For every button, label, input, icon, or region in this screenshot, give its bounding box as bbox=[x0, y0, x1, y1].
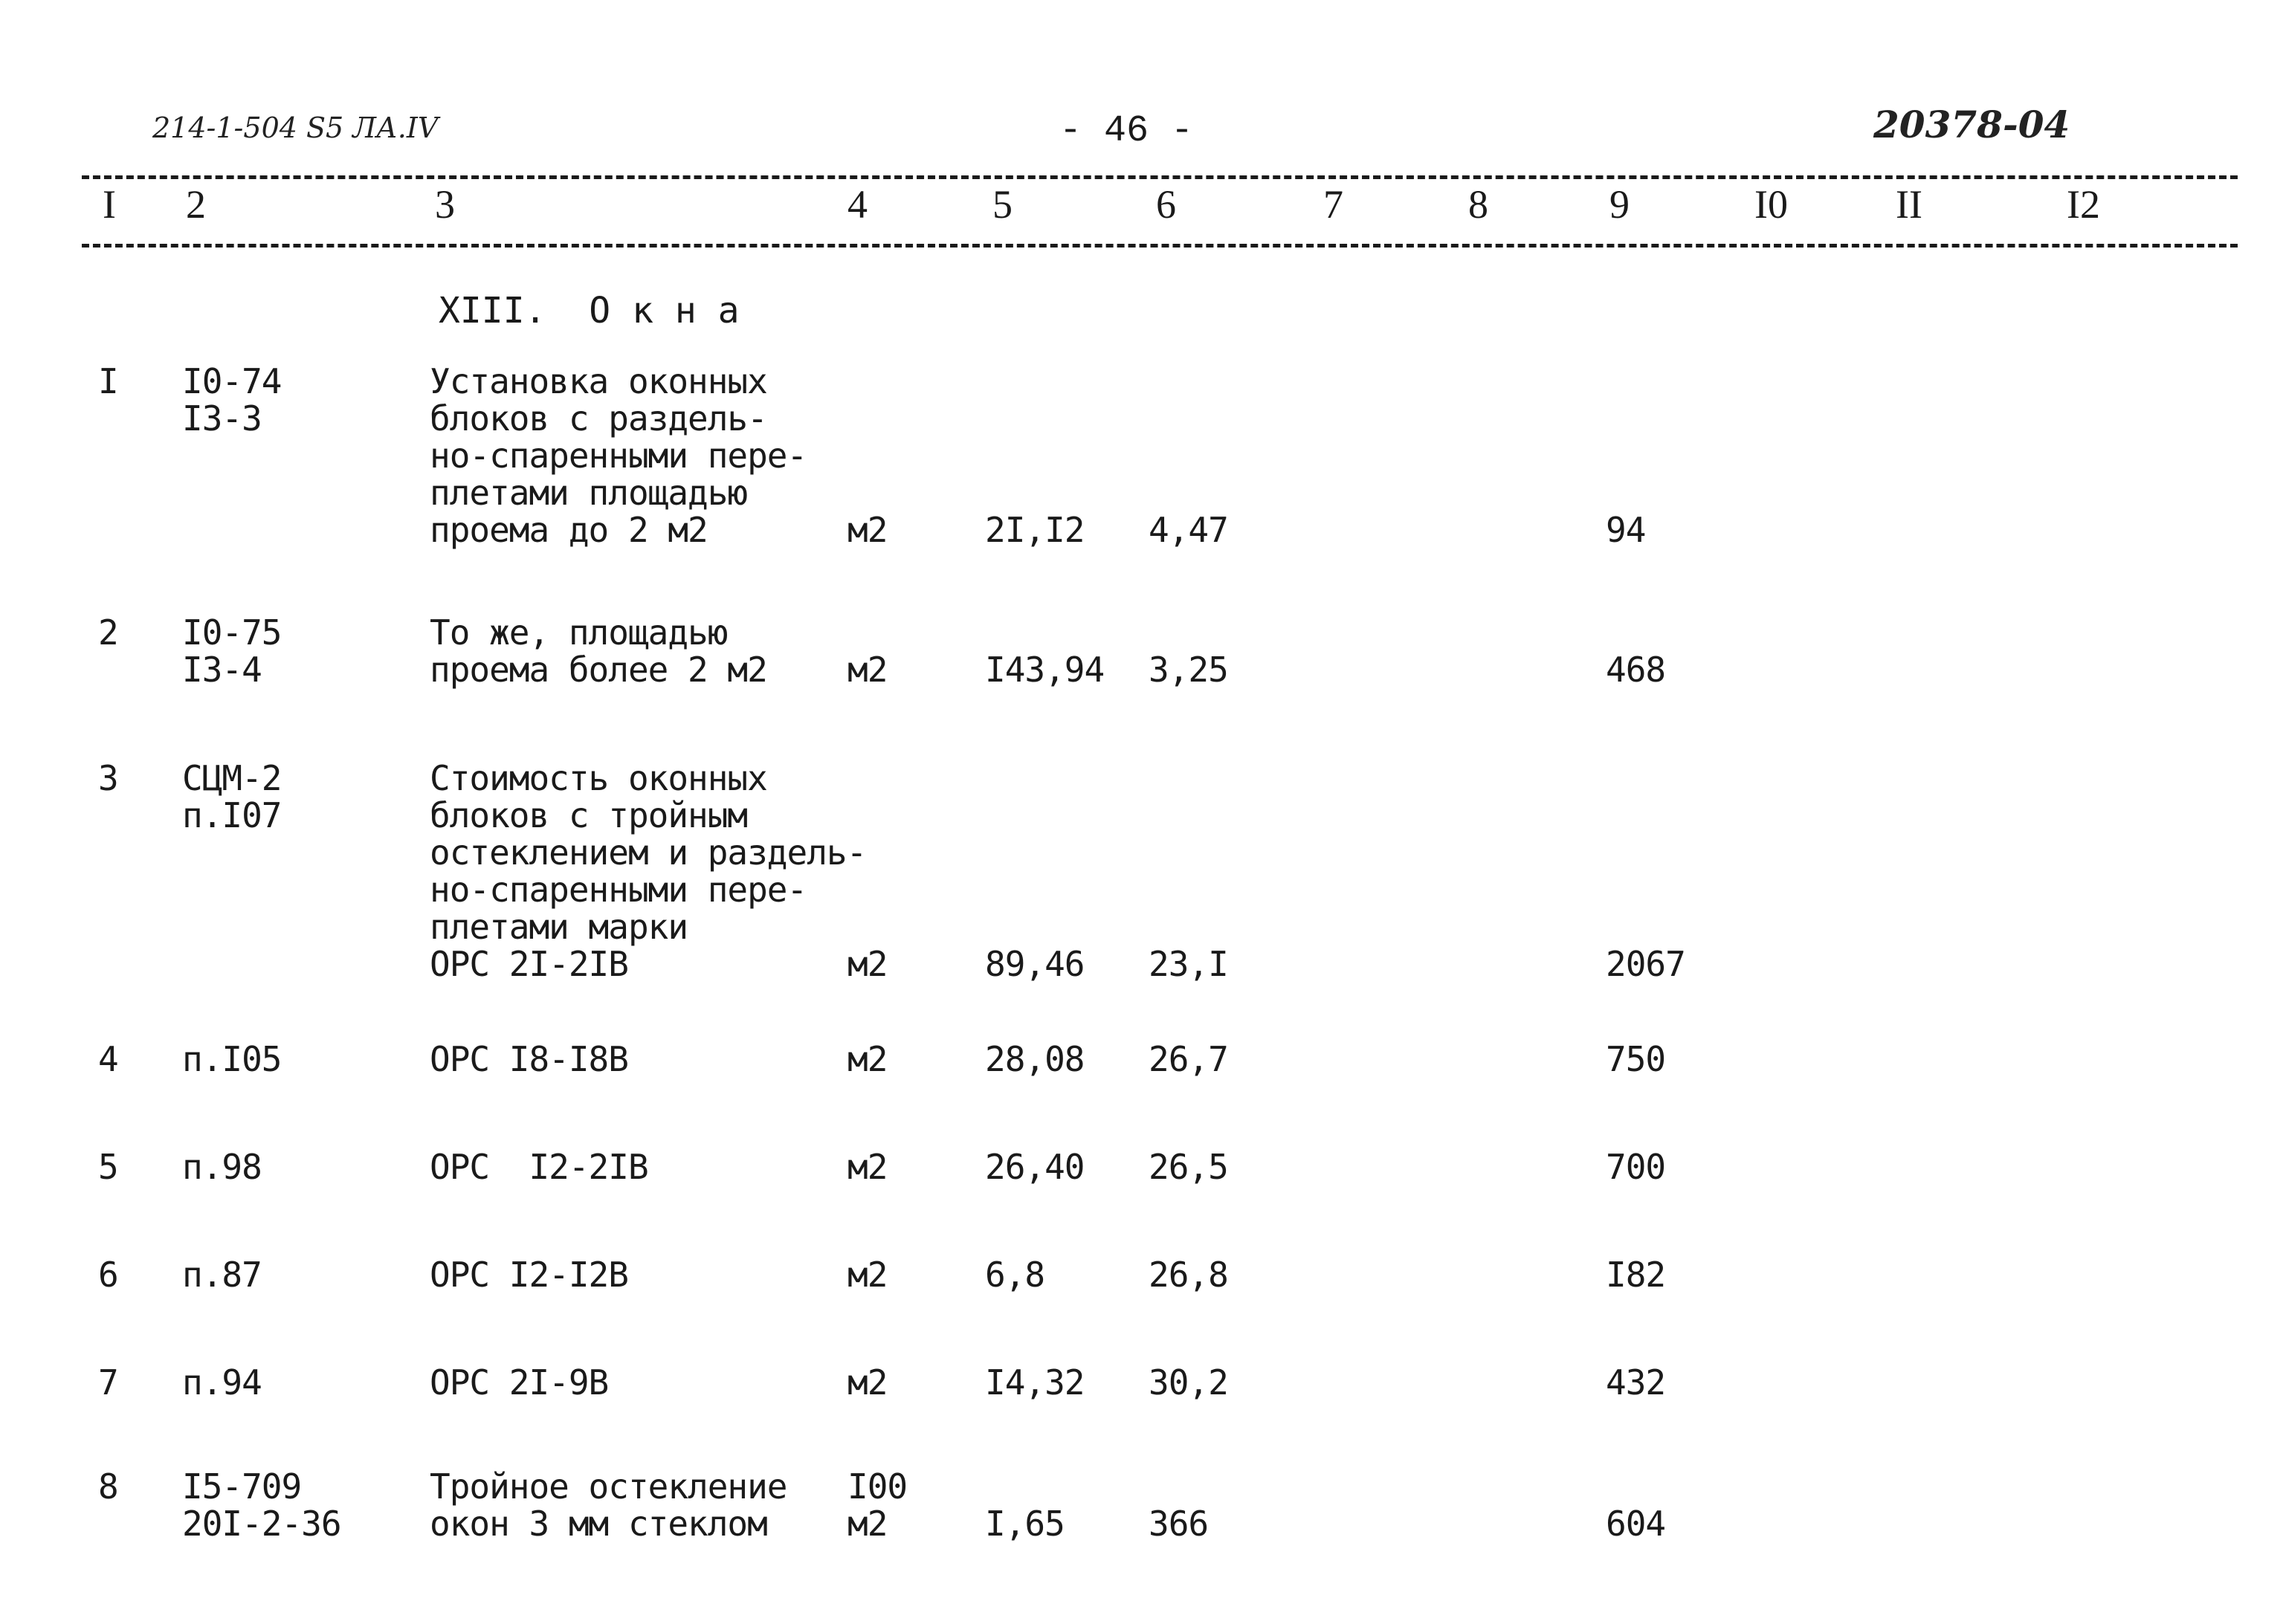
unit: м2 bbox=[847, 650, 888, 690]
norm-code: I3-4 bbox=[182, 650, 262, 690]
row-number: 8 bbox=[98, 1466, 118, 1507]
norm-code: п.94 bbox=[182, 1362, 262, 1403]
norm-code: I0-74 bbox=[182, 361, 282, 401]
document-code: 214-1-504 S5 ЛА.IV bbox=[152, 111, 439, 144]
column-header-4: 4 bbox=[847, 182, 868, 227]
unit: м2 bbox=[847, 1147, 888, 1187]
row-number: 6 bbox=[98, 1255, 118, 1295]
quantity: 2I,I2 bbox=[985, 510, 1085, 550]
row-number: 2 bbox=[98, 612, 118, 653]
work-description: ОРС 2I-2IВ bbox=[430, 944, 628, 984]
total-cost: 604 bbox=[1606, 1504, 1666, 1544]
norm-code: I5-709 bbox=[182, 1466, 302, 1507]
unit-multiplier: I00 bbox=[847, 1466, 908, 1507]
unit-price: 26,7 bbox=[1149, 1039, 1228, 1079]
total-cost: 94 bbox=[1606, 510, 1646, 550]
total-cost: 2067 bbox=[1606, 944, 1685, 984]
unit-price: 26,8 bbox=[1149, 1255, 1228, 1295]
work-description: ОРС I8-I8В bbox=[430, 1039, 628, 1079]
page-number: - 46 - bbox=[1059, 110, 1194, 152]
work-description: плетами площадью bbox=[430, 473, 748, 513]
work-description: Стоимость оконных bbox=[430, 758, 767, 798]
row-number: 4 bbox=[98, 1039, 118, 1079]
unit-price: 366 bbox=[1149, 1504, 1209, 1544]
total-cost: I82 bbox=[1606, 1255, 1666, 1295]
total-cost: 432 bbox=[1606, 1362, 1666, 1403]
norm-code: I0-75 bbox=[182, 612, 282, 653]
unit: м2 bbox=[847, 1362, 888, 1403]
row-number: I bbox=[98, 361, 118, 401]
quantity: 28,08 bbox=[985, 1039, 1085, 1079]
total-cost: 750 bbox=[1606, 1039, 1666, 1079]
work-description: блоков с раздель- bbox=[430, 398, 767, 439]
column-header-8: 8 bbox=[1468, 182, 1488, 227]
quantity: I,65 bbox=[985, 1504, 1065, 1544]
work-description: остеклением и раздель- bbox=[430, 832, 867, 873]
archive-stamp: 20378-04 bbox=[1873, 103, 2070, 146]
top-dashed-rule bbox=[82, 175, 2238, 179]
work-description: окон 3 мм стеклом bbox=[430, 1504, 767, 1544]
total-cost: 468 bbox=[1606, 650, 1666, 690]
work-description: блоков с тройным bbox=[430, 795, 748, 835]
work-description: но-спаренными пере- bbox=[430, 436, 807, 476]
work-description: Тройное остекление bbox=[430, 1466, 787, 1507]
column-header-1: I bbox=[103, 182, 116, 227]
quantity: I4,32 bbox=[985, 1362, 1085, 1403]
work-description: плетами марки bbox=[430, 907, 688, 947]
norm-code: I3-3 bbox=[182, 398, 262, 439]
unit-price: 23,I bbox=[1149, 944, 1228, 984]
column-header-5: 5 bbox=[992, 182, 1013, 227]
norm-code: п.98 bbox=[182, 1147, 262, 1187]
unit-price: 4,47 bbox=[1149, 510, 1228, 550]
work-description: ОРС I2-I2В bbox=[430, 1255, 628, 1295]
quantity: 89,46 bbox=[985, 944, 1085, 984]
section-title: XIII. О к н а bbox=[439, 290, 740, 331]
norm-code: СЦМ-2 bbox=[182, 758, 282, 798]
column-header-9: 9 bbox=[1609, 182, 1630, 227]
unit: м2 bbox=[847, 1039, 888, 1079]
unit-price: 26,5 bbox=[1149, 1147, 1228, 1187]
quantity: 6,8 bbox=[985, 1255, 1045, 1295]
unit: м2 bbox=[847, 510, 888, 550]
column-header-11: II bbox=[1896, 182, 1922, 227]
column-header-3: 3 bbox=[435, 182, 455, 227]
row-number: 3 bbox=[98, 758, 118, 798]
column-header-10: I0 bbox=[1754, 182, 1788, 227]
norm-code: п.87 bbox=[182, 1255, 262, 1295]
column-header-2: 2 bbox=[186, 182, 206, 227]
work-description: проема до 2 м2 bbox=[430, 510, 708, 550]
work-description: ОРС 2I-9В bbox=[430, 1362, 609, 1403]
work-description: но-спаренными пере- bbox=[430, 870, 807, 910]
column-header-7: 7 bbox=[1323, 182, 1343, 227]
row-number: 7 bbox=[98, 1362, 118, 1403]
work-description: ОРС I2-2IВ bbox=[430, 1147, 648, 1187]
row-number: 5 bbox=[98, 1147, 118, 1187]
unit: м2 bbox=[847, 1504, 888, 1544]
quantity: 26,40 bbox=[985, 1147, 1085, 1187]
norm-code: 20I-2-36 bbox=[182, 1504, 341, 1544]
work-description: То же, площадью bbox=[430, 612, 728, 653]
unit: м2 bbox=[847, 1255, 888, 1295]
norm-code: п.I07 bbox=[182, 795, 282, 835]
total-cost: 700 bbox=[1606, 1147, 1666, 1187]
bottom-dashed-rule bbox=[82, 244, 2238, 248]
column-header-12: I2 bbox=[2067, 182, 2100, 227]
unit-price: 30,2 bbox=[1149, 1362, 1228, 1403]
column-header-6: 6 bbox=[1156, 182, 1176, 227]
norm-code: п.I05 bbox=[182, 1039, 282, 1079]
quantity: I43,94 bbox=[985, 650, 1105, 690]
work-description: Установка оконных bbox=[430, 361, 767, 401]
unit-price: 3,25 bbox=[1149, 650, 1228, 690]
unit: м2 bbox=[847, 944, 888, 984]
work-description: проема более 2 м2 bbox=[430, 650, 767, 690]
